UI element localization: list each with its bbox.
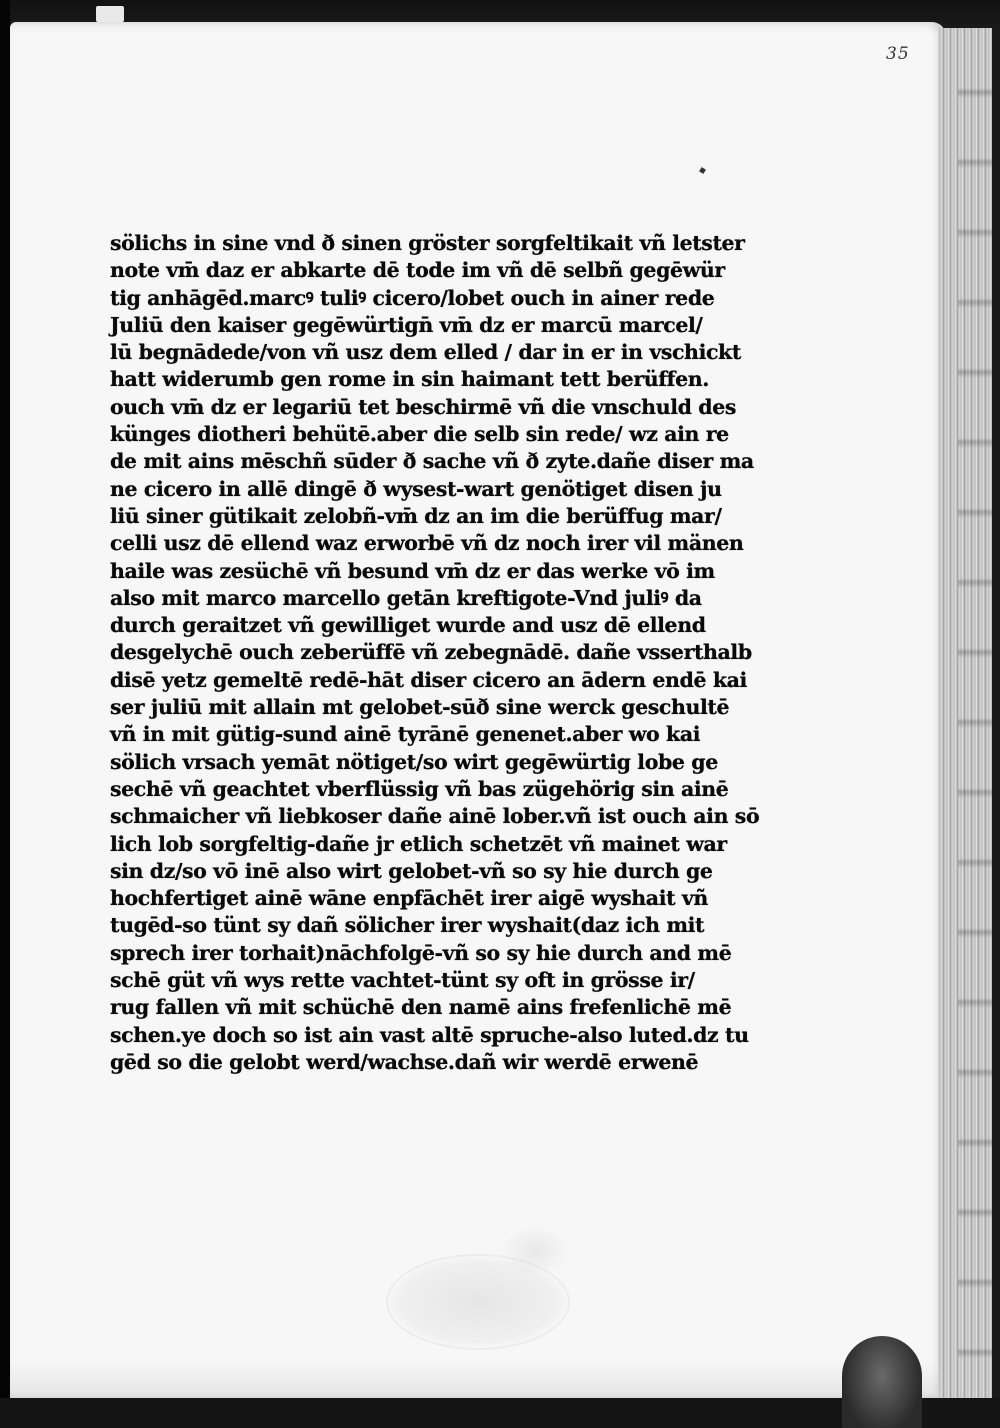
text-line: sechē vñ geachtet vberflüssig vñ bas zügehörig sin ainē — [110, 776, 729, 801]
text-line: sprech irer torhait)nāchfolgē-vñ so sy hie durch and mē — [110, 940, 732, 965]
folio-number: 35 — [886, 44, 910, 64]
text-line: tugēd-so tünt sy dañ sölicher irer wyshait(daz ich mit — [110, 913, 705, 938]
text-line: schmaicher vñ liebkoser dañe ainē lober.vñ ist ouch ain sō — [110, 804, 760, 829]
text-line: durch geraitzet vñ gewilliget wurde and usz dē ellend — [110, 613, 706, 638]
text-line: also mit marco marcello getān kreftigote-Vnd juliꝰ da — [110, 585, 702, 610]
text-line: gēd so die gelobt werd/wachse.dañ wir werdē erwenē — [110, 1049, 699, 1074]
text-line: hochfertiget ainē wāne enpfāchēt irer aigē wyshait vñ — [110, 886, 708, 911]
text-line: vñ in mit gütig-sund ainē tyrānē genenet.aber wo kai — [110, 722, 701, 747]
text-line: note vm̄ daz er abkarte dē tode im vñ dē selbñ gegēwür — [110, 258, 725, 283]
text-line: tig anhāgēd.marcꝰ tuliꝰ cicero/lobet ouch in ainer rede — [110, 285, 715, 310]
text-line: lū begnādede/von vñ usz dem elled / dar in er in vschickt — [110, 340, 741, 365]
text-block — [110, 230, 760, 1076]
text-line: celli usz dē ellend waz erworbē vñ dz noch irer vil mänen — [110, 531, 744, 556]
text-line: Juliū den kaiser gegēwürtign̄ vm̄ dz er marcū marcel/ — [110, 312, 703, 337]
text-line: liū siner gütikait zelobñ-vm̄ dz an im die berüffug mar/ — [110, 503, 722, 528]
text-line: sölich vrsach yemāt nötiget/so wirt gegēwürtig lobe ge — [110, 749, 718, 774]
text-line: schen.ye doch so ist ain vast altē spruche-also luted.dz tu — [110, 1022, 749, 1047]
text-line: künges diotheri behütē.aber die selb sin rede/ wz ain re — [110, 422, 729, 447]
text-line: ouch vm̄ dz er legariū tet beschirmē vñ die vnschuld des — [110, 394, 736, 419]
text-line: de mit ains mēschñ sūder ð sache vñ ð zyte.dañe diser ma — [110, 449, 754, 474]
text-line: sölichs in sine vnd ð sinen gröster sorgfeltikait vñ letster — [110, 231, 745, 255]
text-line: rug fallen vñ mit schüchē den namē ains frefenlichē mē — [110, 995, 732, 1020]
text-line: sin dz/so vō inē also wirt gelobet-vñ so sy hie durch ge — [110, 858, 713, 883]
top-tab-marker — [96, 6, 124, 22]
text-line: haile was zesüchē vñ besund vm̄ dz er das werke vō im — [110, 558, 715, 583]
water-stain-small — [500, 1226, 570, 1276]
left-gutter — [0, 0, 10, 1428]
text-line: disē yetz gemeltē redē-hāt diser cicero an ādern endē kai — [110, 667, 747, 692]
text-line: desgelychē ouch zeberüffē vñ zebegnādē. dañe vsserthalb — [110, 640, 752, 665]
book-page-edges — [938, 28, 1000, 1428]
text-line: lich lob sorgfeltig-dañe jr etlich schetzēt vñ mainet war — [110, 831, 727, 856]
text-line: ser juliū mit allain mt gelobet-sūð sine werck geschultē — [110, 695, 730, 720]
text-line: schē güt vñ wys rette vachtet-tünt sy oft in grösse ir/ — [110, 968, 695, 993]
text-line: ne cicero in allē dingē ð wysest-wart genötiget disen ju — [110, 476, 722, 501]
holding-thumb — [842, 1336, 922, 1428]
text-line: hatt widerumb gen rome in sin haimant tett berüffen. — [110, 367, 709, 392]
